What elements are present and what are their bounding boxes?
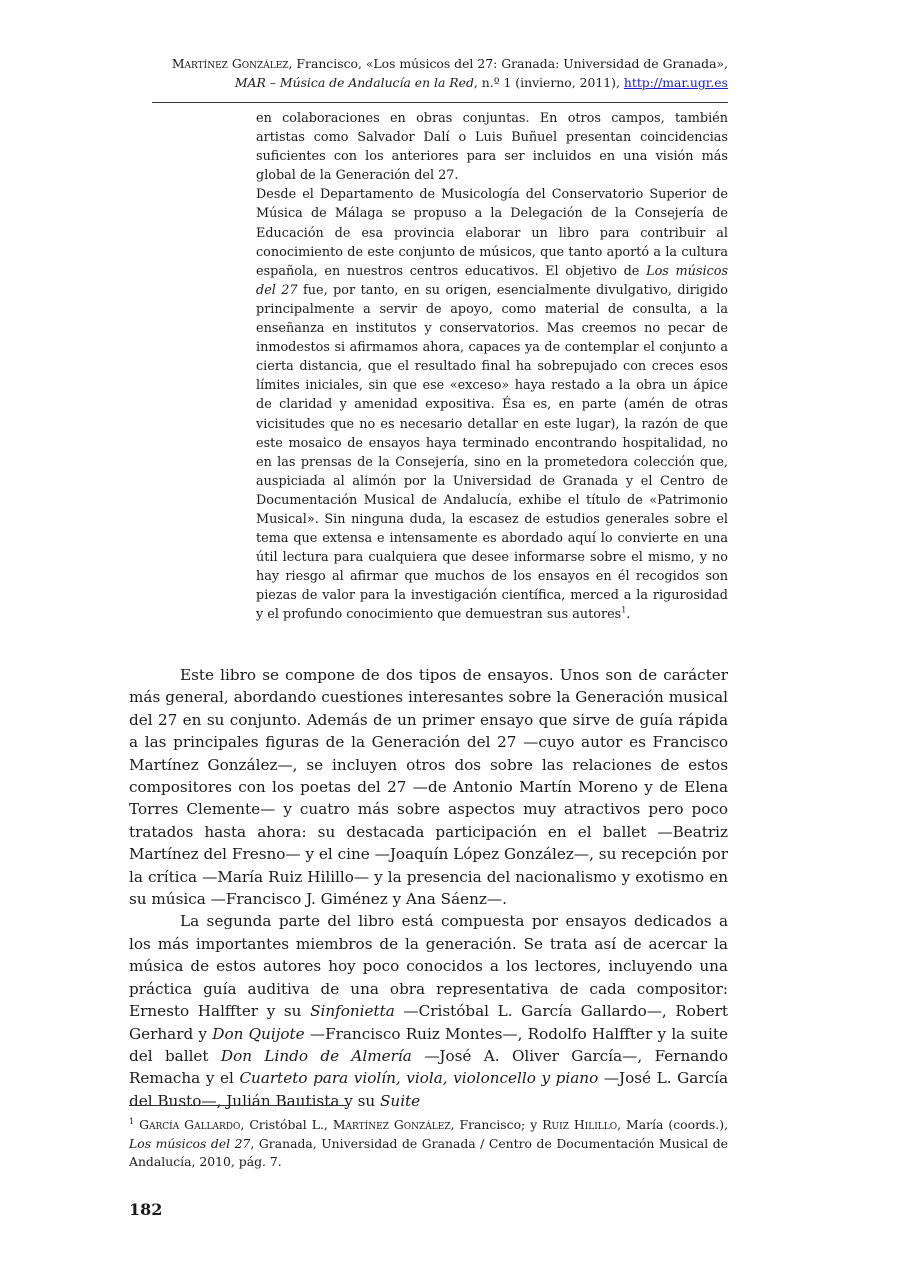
body-text: —Francisco Ruiz Montes—, Rodolfo Halffter y la suite del ballet bbox=[129, 1024, 728, 1065]
quote-paragraph-1: en colaboraciones en obras conjuntas. En otros campos, también artistas como Salvador Dalí o Luis Buñuel presentan coincidencias suficientes con los anteriores para ser incluidos en una visión más global de la Generación del 27. bbox=[256, 111, 728, 184]
quote-book-title: Los músicos del 27 bbox=[256, 263, 729, 298]
footnote-text: , Granada, Universidad de Granada / Centro de Documentación Musical de Andalucía, 2010, pág. 7. bbox=[129, 1135, 728, 1169]
work-title: Sinfonietta bbox=[310, 1002, 395, 1021]
block-quote bbox=[256, 109, 728, 625]
quote-paragraph-2 bbox=[256, 185, 728, 624]
body-paragraph-1: Este libro se compone de dos tipos de ensayos. Unos son de carácter más general, abordando cuestiones interesantes sobre la Generación musical del 27 en su conjunto. Además de un primer ensayo que sirve de guía rápida a las principales figuras de la Generación del 27 —cuyo autor es Francisco Martínez González—, se incluyen otros dos sobre las relaciones de estos compositores con los poetas del 27 —de Antonio Martín Moreno y de Elena Torres Clemente— y cuatro más sobre aspectos muy atractivos pero poco tratados hasta ahora: su destacada participación en el ballet —Beatriz Martínez del Fresno— y el cine —Joaquín López González—, su recepción por la crítica —María Ruiz Hilillo— y la presencia del nacionalismo y exotismo en su música —Francisco J. Giménez y Ana Sáenz—. bbox=[129, 666, 728, 909]
header-url-link[interactable]: http://mar.ugr.es bbox=[623, 75, 728, 90]
footnote-reference[interactable]: 1 bbox=[621, 606, 627, 616]
main-body bbox=[129, 664, 728, 1112]
header-author: Martínez González bbox=[171, 56, 289, 71]
running-header bbox=[140, 54, 728, 92]
quote-text: Desde el Departamento de Musicología del Conservatorio Superior de Música de Málaga se propuso a la Delegación de la Consejería de Educación de esa provincia elaborar un libro para contribuir al conocimiento de este conjunto de músicos, que tanto aportó a la cultura española, en nuestros centros educativos. El objetivo de bbox=[256, 187, 728, 279]
work-title: Suite bbox=[380, 1091, 421, 1110]
footnote-number: 1 bbox=[129, 1116, 135, 1126]
header-divider bbox=[152, 102, 728, 103]
page-number: 182 bbox=[129, 1200, 163, 1219]
body-paragraph-2 bbox=[129, 910, 728, 1112]
header-line-2 bbox=[140, 73, 728, 92]
header-journal: MAR – Música de Andalucía en la Red bbox=[234, 75, 474, 90]
work-title: Don Quijote bbox=[212, 1024, 305, 1043]
body-text: —José L. García del Busto—, Julián Bautista y su bbox=[129, 1069, 728, 1110]
footnote-author: García Gallardo bbox=[139, 1117, 241, 1132]
footnote bbox=[129, 1116, 728, 1172]
footnote-divider bbox=[129, 1105, 347, 1106]
footnote-author: Ruiz Hilillo bbox=[542, 1117, 618, 1132]
header-line-1 bbox=[140, 54, 728, 73]
work-title: Cuarteto para violín, viola, violoncello y piano bbox=[239, 1069, 599, 1088]
work-title: Don Lindo de Almería bbox=[220, 1046, 412, 1065]
footnote-text: , Cristóbal L., bbox=[240, 1117, 333, 1132]
body-text: La segunda parte del libro está compuesta por ensayos dedicados a los más importantes miembros de la generación. Se trata así de acercar la música de estos autores hoy poco conocidos a los lectores, incluyendo una práctica guía auditiva de una obra representativa de cada compositor: Ernesto Halffter y su bbox=[129, 912, 728, 1021]
body-text: —José A. Oliver García—, Fernando Remacha y el bbox=[129, 1046, 729, 1088]
header-issue: , n.º 1 (invierno, 2011), bbox=[473, 75, 624, 90]
footnote-author: Martínez González bbox=[332, 1117, 451, 1132]
quote-text: fue, por tanto, en su origen, esencialmente divulgativo, dirigido principalmente a servir de apoyo, como material de consulta, a la enseñanza en institutos y conservatorios. Mas creemos no pecar de inmodestos si afirmamos ahora, capaces ya de contemplar el conjunto a cierta distancia, que el resultado final ha sobrepujado con creces esos límites iniciales, sin que ese «exceso» haya restado a la obra un ápice de claridad y amenidad expositiva. Ésa es, en parte (amén de otras vicisitudes que no es necesario detallar en este lugar), la razón de que este mosaico de ensayos haya terminado encontrando hospitalidad, no en las prensas de la Consejería, sino en la prometedora colección que, auspiciada al alimón por la Universidad de Granada y el Centro de Documentación Musical de Andalucía, exhibe el título de «Patrimonio Musical». Sin ninguna duda, la escasez de estudios generales sobre el tema que extensa e intensamente es abordado aquí lo convierte en una útil lectura para cualquiera que desee informarse sobre el mismo, y no hay riesgo al afirmar que muchos de los ensayos en él recogidos son piezas de valor para la investigación científica, merced a la rigurosidad y el profundo conocimiento que demuestran sus autores bbox=[256, 282, 728, 623]
body-text: —Cristóbal L. García Gallardo—, Robert Gerhard y bbox=[129, 1002, 729, 1043]
footnote-text: , Francisco; y bbox=[450, 1117, 543, 1132]
footnote-text: , María (coords.), bbox=[617, 1117, 729, 1132]
header-citation: , Francisco, «Los músicos del 27: Granada: Universidad de Granada», bbox=[288, 56, 728, 71]
footnote-book-title: Los músicos del 27 bbox=[129, 1135, 251, 1151]
quote-text: . bbox=[626, 607, 631, 623]
